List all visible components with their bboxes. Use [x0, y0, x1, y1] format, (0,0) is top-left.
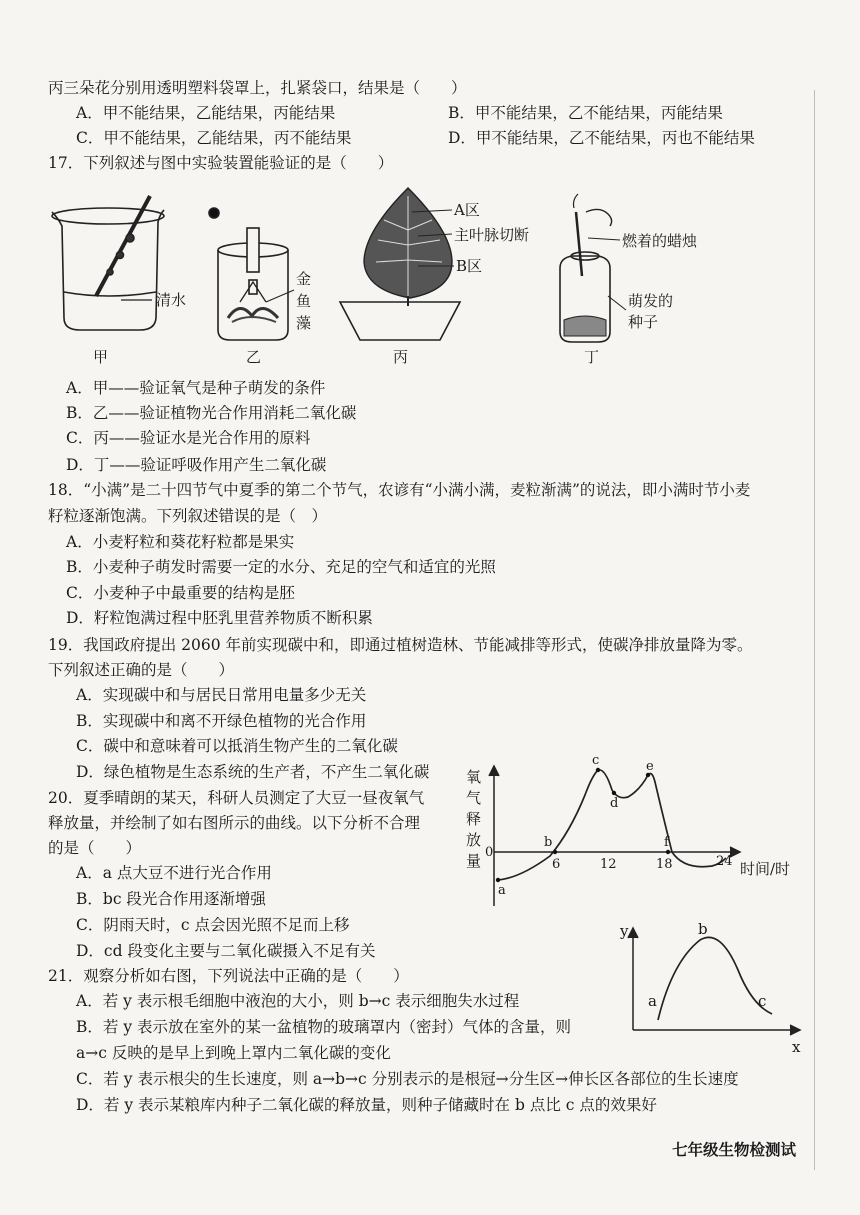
caption-yi: 乙 [246, 348, 262, 366]
ding-seed-label-1: 萌发的 [628, 292, 674, 310]
q20-point-a: a [498, 883, 506, 898]
q17-option-a: A．甲——验证氧气是种子萌发的条件 [66, 379, 326, 397]
q18-option-b: B．小麦种子萌发时需要一定的水分、充足的空气和适宜的光照 [66, 558, 496, 576]
q21-point-c: c [758, 992, 767, 1010]
ding-seed-label-2: 种子 [628, 313, 659, 331]
q16-option-b: B．甲不能结果，乙不能结果，丙能结果 [448, 104, 723, 122]
q20-option-c: C．阴雨天时，c 点会因光照不足而上移 [76, 916, 350, 934]
q20-xlabel: 时间/时 [740, 860, 791, 878]
q17-stem: 17．下列叙述与图中实验装置能验证的是（ ） [48, 154, 394, 172]
apparatus-jia [52, 196, 164, 330]
q21-option-c: C．若 y 表示根尖的生长速度，则 a→b→c 分别表示的是根冠→分生区→伸长区各部位的生长速度 [76, 1070, 739, 1088]
q18-option-d: D．籽粒饱满过程中胚乳里营养物质不断积累 [66, 609, 373, 627]
q16-option-a: A．甲不能结果，乙能结果，丙能结果 [76, 104, 336, 122]
apparatus-yi [209, 208, 294, 340]
q21-option-b-cont: a→c 反映的是早上到晚上罩内二氧化碳的变化 [76, 1044, 391, 1062]
oxygen-release-graph [489, 766, 740, 906]
q17-option-c: C．丙——验证水是光合作用的原料 [66, 429, 311, 447]
q20-point-d: d [610, 796, 619, 811]
q18-stem-2: 籽粒逐渐饱满。下列叙述错误的是（ ） [48, 507, 328, 525]
yi-plant-label-3: 藻 [296, 314, 312, 332]
q20-tick-6: 6 [552, 857, 561, 872]
q20-tick-24: 24 [716, 854, 733, 869]
q20-point-c: c [592, 753, 600, 768]
q20-origin: 0 [485, 845, 494, 860]
q18-stem-1: 18．“小满”是二十四节气中夏季的第二个节气，农谚有“小满小满，麦粒渐满”的说法，即小满时节小麦 [48, 481, 751, 499]
q20-option-a: A．a 点大豆不进行光合作用 [76, 864, 272, 882]
q17-option-d: D．丁——验证呼吸作用产生二氧化碳 [66, 456, 327, 474]
apparatus-bing [340, 188, 460, 340]
bing-cut-label: 主叶脉切断 [454, 226, 530, 244]
q17-option-b: B．乙——验证植物光合作用消耗二氧化碳 [66, 404, 357, 422]
q20-graph-points [496, 768, 670, 882]
q20-ylabel-3: 释 [466, 810, 482, 828]
q20-point-e: e [646, 759, 654, 774]
q20-stem-2: 释放量，并绘制了如右图所示的曲线。以下分析不合理 [48, 814, 421, 832]
q20-option-b: B．bc 段光合作用逐渐增强 [76, 890, 266, 908]
q21-option-d: D．若 y 表示某粮库内种子二氧化碳的释放量，则种子储藏时在 b 点比 c 点的效果好 [76, 1096, 657, 1114]
page-footer: 七年级生物检测试 [672, 1140, 797, 1159]
q21-option-b: B．若 y 表示放在室外的某一盆植物的玻璃罩内（密封）气体的含量，则 [76, 1018, 572, 1036]
q20-point-b: b [544, 835, 553, 850]
q18-option-a: A．小麦籽粒和葵花籽粒都是果实 [66, 533, 295, 551]
apparatus-ding [560, 194, 626, 342]
q19-stem-2: 下列叙述正确的是（ ） [48, 661, 235, 679]
yi-plant-label-2: 鱼 [296, 292, 312, 310]
q16-option-c: C．甲不能结果，乙能结果，丙不能结果 [76, 129, 352, 147]
caption-ding: 丁 [584, 348, 600, 366]
q20-ylabel-5: 量 [466, 852, 482, 870]
bell-curve-graph [628, 928, 800, 1035]
q20-stem-3: 的是（ ） [48, 839, 142, 857]
q20-ylabel-2: 气 [466, 789, 482, 807]
q18-option-c: C．小麦种子中最重要的结构是胚 [66, 584, 295, 602]
bing-a-zone-label: A区 [454, 201, 480, 219]
caption-jia: 甲 [93, 348, 109, 366]
q20-tick-12: 12 [600, 857, 617, 872]
q20-ylabel-1: 氧 [466, 768, 482, 786]
q19-option-c: C．碳中和意味着可以抵消生物产生的二氧化碳 [76, 737, 398, 755]
ding-candle-label: 燃着的蜡烛 [622, 232, 698, 250]
jia-water-label: 清水 [156, 291, 187, 309]
q20-point-f: f [664, 835, 669, 850]
q19-option-a: A．实现碳中和与居民日常用电量多少无关 [76, 686, 367, 704]
q21-graph-x: x [792, 1038, 801, 1056]
q21-stem: 21．观察分析如右图，下列说法中正确的是（ ） [48, 967, 409, 985]
yi-plant-label-1: 金 [296, 270, 312, 288]
q21-point-a: a [648, 992, 657, 1010]
q21-option-a: A．若 y 表示根毛细胞中液泡的大小，则 b→c 表示细胞失水过程 [76, 992, 520, 1010]
q20-option-d: D．cd 段变化主要与二氧化碳摄入不足有关 [76, 942, 376, 960]
q19-option-b: B．实现碳中和离不开绿色植物的光合作用 [76, 712, 367, 730]
q20-tick-18: 18 [656, 857, 673, 872]
caption-bing: 丙 [393, 348, 409, 366]
bing-b-zone-label: B区 [456, 257, 483, 275]
q16-stem: 丙三朵花分别用透明塑料袋罩上，扎紧袋口，结果是（ ） [48, 79, 467, 97]
q19-stem-1: 19．我国政府提出 2060 年前实现碳中和，即通过植树造林、节能减排等形式，使碳净排放量降为零。 [48, 636, 753, 654]
q21-graph-y: y [620, 922, 629, 940]
q19-option-d: D．绿色植物是生态系统的生产者，不产生二氧化碳 [76, 763, 430, 781]
q20-stem-1: 20．夏季晴朗的某天，科研人员测定了大豆一昼夜氧气 [48, 789, 425, 807]
q20-ylabel-4: 放 [466, 831, 482, 849]
q21-point-b: b [698, 920, 708, 938]
q16-option-d: D．甲不能结果，乙不能结果，丙也不能结果 [448, 129, 755, 147]
